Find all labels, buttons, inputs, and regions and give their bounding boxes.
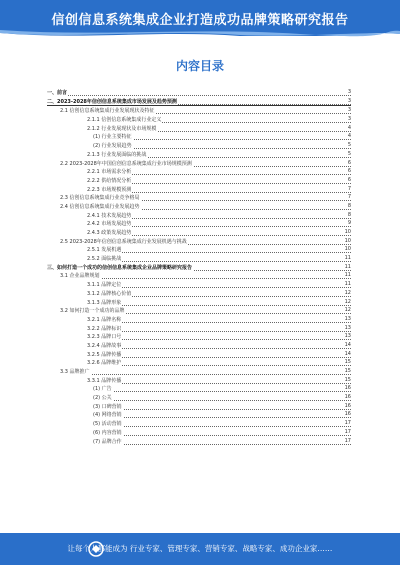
toc-entry-page: 11: [344, 255, 351, 262]
toc-leader-dots: [47, 88, 351, 96]
toc-entry-page: 16: [344, 411, 351, 418]
toc-entry-title: (6) 内容营销: [93, 429, 122, 436]
toc-entry-title: (2) 公关: [93, 395, 112, 402]
toc-entry-page: 11: [344, 281, 351, 288]
toc-entry[interactable]: [47, 263, 351, 272]
toc-entry[interactable]: [47, 341, 351, 350]
toc-entry-page: 9: [347, 220, 351, 227]
toc-entry-page: 12: [344, 298, 351, 305]
toc-entry[interactable]: [47, 315, 351, 324]
toc-entry-title: 3.1.3 品牌形象: [87, 299, 122, 306]
toc-entry-page: 3: [347, 107, 351, 114]
toc-entry[interactable]: [47, 124, 351, 133]
toc-entry-page: 10: [344, 246, 351, 253]
toc-leader-dots: [87, 315, 351, 323]
toc-entry[interactable]: [47, 332, 351, 341]
toc-entry-title: 3.2.1 品牌名称: [87, 316, 122, 323]
report-title: 信创信息系统集成企业打造成功品牌策略研究报告: [51, 13, 349, 28]
toc-leader-dots: [93, 402, 351, 410]
toc-entry[interactable]: [47, 132, 351, 141]
toc-entry-page: 14: [344, 350, 351, 357]
toc-entry-page: 11: [344, 272, 351, 279]
toc-entry-title: 一、前言: [47, 90, 68, 96]
toc-entry-page: 15: [344, 359, 351, 366]
toc-entry[interactable]: [47, 245, 351, 254]
toc-entry-title: 3.2.2 品牌标识: [87, 325, 122, 332]
toc-entry-title: 2.5.2 面临挑战: [87, 256, 122, 263]
toc-entry[interactable]: [47, 97, 351, 107]
toc-entry-title: 2.5 2023-2028年信创信息系统集成行业发展机遇与挑战: [60, 238, 187, 245]
toc-entry[interactable]: [47, 350, 351, 359]
toc-leader-dots: [93, 437, 351, 445]
toc-entry-page: 11: [344, 263, 351, 270]
toc-entry-title: 3.1 企业品牌规划: [60, 273, 100, 280]
toc-entry[interactable]: [47, 219, 351, 228]
toc-entry[interactable]: [47, 428, 351, 437]
toc-entry-title: 2.4.1 技术发展趋势: [87, 212, 132, 219]
toc-entry[interactable]: [47, 280, 351, 289]
footer-slogan: 让每个人都能成为 行业专家、管理专家、营销专家、战略专家、成功企业家……: [67, 544, 333, 553]
toc-entry-title: 3.2.5 品牌传播: [87, 351, 122, 358]
toc-entry[interactable]: [47, 237, 351, 246]
toc-entry-title: 3.2.4 品牌故事: [87, 342, 122, 349]
toc-entry-page: 17: [344, 420, 351, 427]
toc-leader-dots: [87, 324, 351, 332]
toc-entry-title: 3.2.3 品牌口号: [87, 334, 122, 341]
toc-entry-page: 15: [344, 376, 351, 383]
toc-leader-dots: [87, 376, 351, 384]
toc-entry-title: 2.5.1 发展机遇: [87, 247, 122, 254]
toc-heading: 内容目录: [175, 59, 224, 73]
toc-leader-dots: [87, 280, 351, 288]
toc-entry[interactable]: [47, 150, 351, 159]
toc-entry[interactable]: [47, 115, 351, 124]
toc-entry-page: 7: [347, 185, 351, 192]
toc-entry-page: 15: [344, 368, 351, 374]
toc-leader-dots: [87, 245, 351, 253]
toc-entry[interactable]: [47, 384, 351, 393]
toc-entry-title: 2.1.2 行业发展现状及市场规模: [87, 125, 157, 132]
toc-leader-dots: [60, 271, 351, 279]
toc-entry-title: 2.4.3 政策发展趋势: [87, 230, 132, 236]
toc-entry-page: 4: [347, 133, 351, 140]
toc-entry-title: 2.2.1 市场需求分析: [87, 169, 132, 176]
toc-entry[interactable]: [47, 393, 351, 402]
toc-entry[interactable]: [47, 376, 351, 385]
toc-entry[interactable]: [47, 159, 351, 168]
toc-entry-page: 3: [347, 116, 351, 123]
toc-entry[interactable]: [47, 367, 351, 376]
toc-leader-dots: [87, 358, 351, 366]
toc-entry-title: 2.3 信创信息系统集成行业竞争格局: [60, 195, 140, 202]
header-band: [0, 0, 400, 38]
toc-leader-dots: [93, 393, 351, 401]
toc-entry[interactable]: [47, 211, 351, 220]
toc-entry[interactable]: [47, 306, 351, 315]
toc-entry[interactable]: [47, 437, 351, 446]
toc-entry-page: 13: [344, 315, 351, 322]
toc-leader-dots: [87, 298, 351, 306]
toc-entry[interactable]: [47, 271, 351, 280]
toc-entry-title: (3) 口碑营销: [93, 403, 122, 410]
toc-entry[interactable]: [47, 402, 351, 411]
toc-entry-page: 13: [344, 333, 351, 340]
toc-entry-title: 3.3.1 品牌传播: [87, 377, 122, 384]
toc-entry[interactable]: [47, 202, 351, 211]
toc-entry-page: 8: [347, 211, 351, 218]
toc-entry-title: (1) 行业主要特征: [93, 134, 132, 141]
toc-entry-title: 3.1.2 品牌核心价值: [87, 290, 132, 297]
toc-entry[interactable]: [47, 298, 351, 307]
toc-entry-page: 10: [344, 229, 351, 235]
toc-entry-page: 6: [347, 176, 351, 183]
toc-entry[interactable]: [47, 167, 351, 176]
toc-entry-page: 12: [344, 289, 351, 296]
toc-entry-title: 3.1.1 品牌定位: [87, 282, 122, 289]
toc-entry-page: 17: [344, 437, 351, 444]
toc-entry-title: 二、2023-2028年信创信息系统集成市场发展及趋势预测: [47, 98, 177, 105]
toc-entry[interactable]: [47, 193, 351, 202]
toc-entry-title: 2.2.3 市场规模预测: [87, 186, 132, 193]
toc-entry-title: 2.2.2 供给情况分析: [87, 177, 132, 184]
toc-entry-page: 10: [344, 237, 351, 244]
toc-list: [47, 88, 351, 445]
toc-entry[interactable]: [47, 176, 351, 185]
toc-entry-page: 6: [347, 168, 351, 175]
toc-entry-title: 2.1.1 信创信息系统集成行业定义: [87, 117, 162, 124]
toc-leader-dots: [93, 384, 351, 392]
toc-entry-title: 2.2 2023-2028年中国信创信息系统集成行业市场规模预测: [60, 160, 192, 167]
footer-band: [0, 533, 400, 565]
toc-leader-dots: [87, 332, 351, 340]
toc-entry-page: 16: [344, 402, 351, 409]
toc-leader-dots: [87, 254, 351, 262]
toc-entry[interactable]: [47, 254, 351, 263]
toc-entry-page: 4: [347, 124, 351, 131]
toc-entry-page: 5: [347, 150, 351, 157]
toc-entry-page: 16: [344, 385, 351, 392]
toc-entry-title: (7) 品牌合作: [93, 438, 122, 445]
toc-leader-dots: [93, 410, 351, 418]
toc-leader-dots: [60, 367, 351, 375]
toc-entry[interactable]: [47, 228, 351, 237]
toc-entry-page: 3: [347, 97, 351, 104]
toc-entry-page: 6: [347, 159, 351, 166]
toc-entry-page: 17: [344, 428, 351, 435]
toc-leader-dots: [87, 341, 351, 349]
toc-entry-title: 2.4.2 市场发展趋势: [87, 221, 132, 228]
toc-entry-title: 2.1 信创信息系统集成行业发展现状及特征: [60, 108, 155, 115]
toc-leader-dots: [87, 350, 351, 358]
toc-entry-title: (2) 行业发展趋势: [93, 143, 132, 150]
toc-leader-dots: [93, 428, 351, 436]
toc-entry[interactable]: [47, 358, 351, 367]
toc-entry[interactable]: [47, 141, 351, 150]
toc-entry-page: 12: [344, 307, 351, 314]
toc-entry-title: 3.2 如何打造一个成功的品牌: [60, 308, 125, 315]
toc-entry[interactable]: [47, 289, 351, 298]
toc-entry-page: 13: [344, 324, 351, 331]
toc-entry-title: 三、如何打造一个成功的信创信息系统集成企业品牌策略研究报告: [47, 264, 193, 271]
toc-entry-title: 3.2.6 品牌维护: [87, 360, 122, 367]
toc-entry[interactable]: [47, 106, 351, 115]
toc-entry-page: 7: [347, 194, 351, 201]
toc-leader-dots: [93, 419, 351, 427]
toc-entry-title: (1) 广告: [93, 386, 112, 393]
toc-entry-page: 16: [344, 394, 351, 401]
toc-entry[interactable]: [47, 88, 351, 97]
toc-entry-title: 2.4 信创信息系统集成行业发展趋势: [60, 203, 140, 210]
toc-entry[interactable]: [47, 419, 351, 428]
toc-entry-title: (5) 活动营销: [93, 421, 122, 428]
toc-entry[interactable]: [47, 324, 351, 333]
toc-entry-title: 3.3 品牌推广: [60, 369, 90, 375]
toc-entry-title: 2.1.3 行业发展面临的挑战: [87, 151, 147, 158]
toc-entry-page: 3: [347, 89, 351, 95]
toc-entry-page: 14: [344, 341, 351, 348]
toc-entry-title: (4) 网络营销: [93, 412, 122, 419]
toc-entry[interactable]: [47, 410, 351, 419]
toc-entry-page: 8: [347, 202, 351, 209]
toc-entry[interactable]: [47, 185, 351, 194]
toc-entry-page: 5: [347, 142, 351, 149]
